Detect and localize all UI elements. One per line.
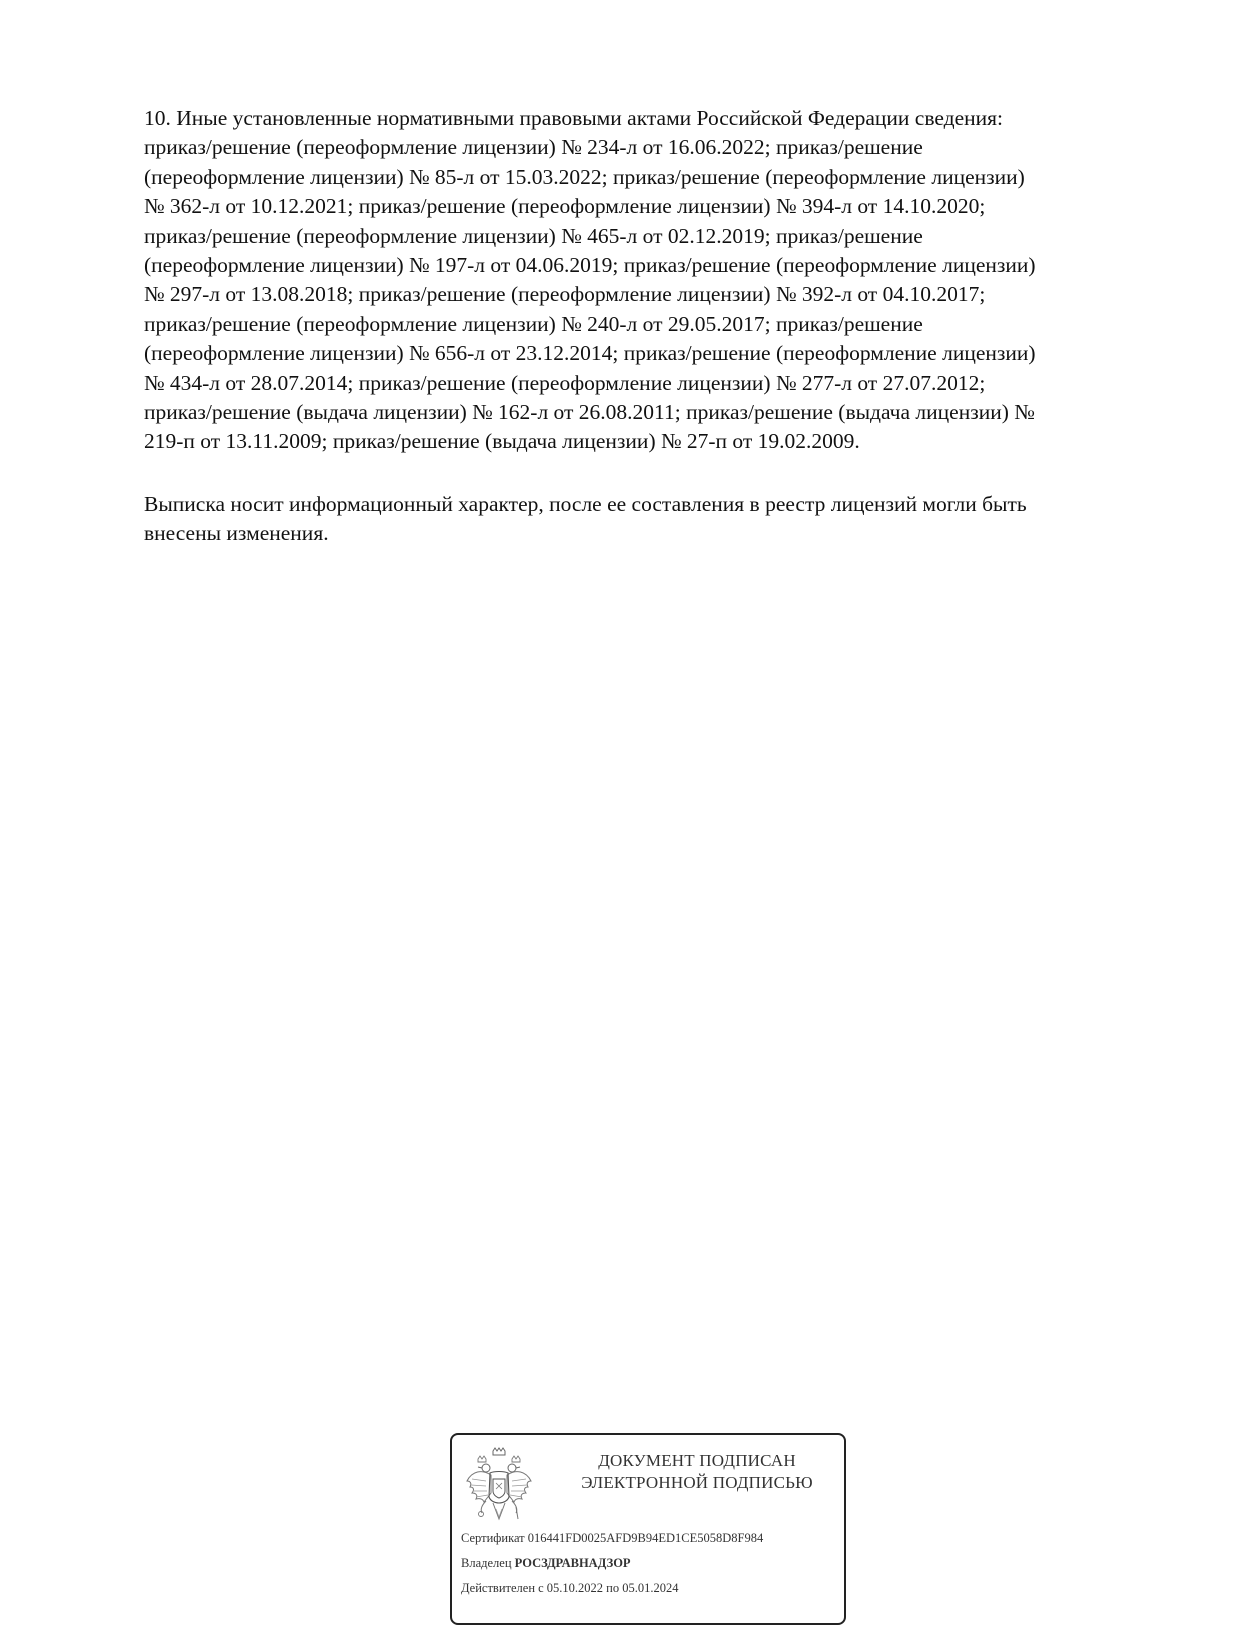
text-line: 10. Иные установленные нормативными правовыми актами Российской Федерации сведения: [144, 106, 1003, 130]
text-line: № 297-л от 13.08.2018; приказ/решение (переоформление лицензии) № 392-л от 04.10.2017; [144, 282, 986, 307]
stamp-title: ДОКУМЕНТ ПОДПИСАН [598, 1451, 796, 1470]
certificate-label: Сертификат [461, 1531, 525, 1545]
text-line: приказ/решение (переоформление лицензии) № 234-л от 16.06.2022; приказ/решение [144, 135, 923, 160]
certificate-value: 016441FD0025AFD9B94ED1CE5058D8F984 [527, 1531, 764, 1545]
electronic-signature-stamp [450, 1433, 846, 1625]
text-line: приказ/решение (переоформление лицензии) № 465-л от 02.12.2019; приказ/решение [144, 223, 923, 248]
text-line: приказ/решение (выдача лицензии) № 162-л от 26.08.2011; приказ/решение (выдача лицензии) № [144, 400, 1035, 425]
owner-label: Владелец [461, 1556, 512, 1570]
text-line: (переоформление лицензии) № 197-л от 04.06.2019; приказ/решение (переоформление лицензии) [144, 253, 1036, 278]
stamp-subtitle: ЭЛЕКТРОННОЙ ПОДПИСЬЮ [581, 1473, 813, 1492]
text-line: № 434-л от 28.07.2014; приказ/решение (переоформление лицензии) № 277-л от 27.07.2012; [144, 370, 986, 395]
text-line: № 362-л от 10.12.2021; приказ/решение (переоформление лицензии) № 394-л от 14.10.2020; [144, 194, 986, 219]
section-10-other-info [144, 104, 1154, 457]
text-line: приказ/решение (переоформление лицензии) № 240-л от 29.05.2017; приказ/решение [144, 311, 923, 336]
text-line: 219-п от 13.11.2009; приказ/решение (выдача лицензии) № 27-п от 19.02.2009. [144, 429, 860, 454]
text-line: (переоформление лицензии) № 656-л от 23.12.2014; приказ/решение (переоформление лицензии) [144, 341, 1036, 366]
owner-line [461, 1555, 631, 1571]
validity-line: Действителен с 05.10.2022 по 05.01.2024 [461, 1581, 679, 1595]
text-line: (переоформление лицензии) № 85-л от 15.03.2022; приказ/решение (переоформление лицензии) [144, 164, 1025, 189]
owner-value: РОСЗДРАВНАДЗОР [514, 1556, 631, 1570]
text-line: Выписка носит информационный характер, после ее составления в реестр лицензий могли быть [144, 492, 1027, 516]
certificate-line [461, 1530, 763, 1546]
text-line: внесены изменения. [144, 521, 329, 546]
coat-of-arms-icon [464, 1447, 534, 1525]
informational-note [144, 490, 1154, 549]
